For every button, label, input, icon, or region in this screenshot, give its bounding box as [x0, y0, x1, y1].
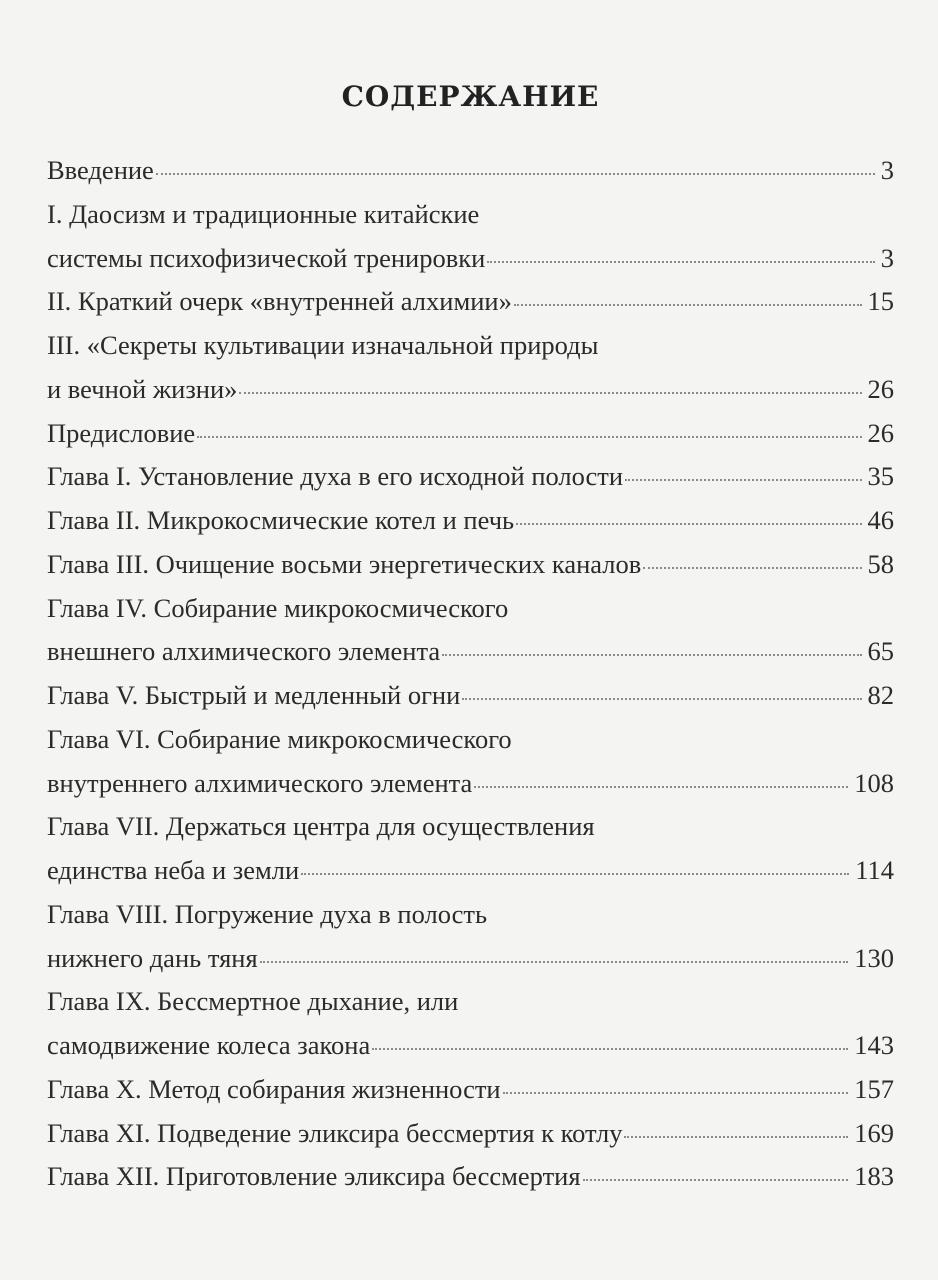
dot-leader: [487, 261, 874, 263]
toc-entry-row: [47, 412, 894, 456]
dot-leader: [301, 873, 849, 875]
toc-entry-title-line: внутреннего алхимического элемента: [47, 767, 473, 798]
toc-entry-title-line: Глава VIII. Погружение духа в полость: [47, 898, 488, 929]
toc-entry-title-line: Глава VII. Держаться центра для осуществления: [47, 811, 595, 842]
toc-entry-row: [47, 280, 894, 324]
toc-page-number: 15: [867, 286, 894, 317]
toc-entry: [47, 324, 894, 412]
toc-page-number: 157: [854, 1073, 894, 1104]
dot-leader: [372, 1048, 848, 1050]
toc-page-number: 82: [867, 680, 894, 710]
toc-entry-row: [47, 149, 894, 193]
toc-entry-title-line: Глава IV. Собирание микрокосмического: [47, 592, 509, 623]
dot-leader: [514, 304, 862, 306]
toc-entry-title-line: Предисловие: [47, 417, 196, 448]
toc-entry: [47, 543, 894, 587]
dot-leader: [197, 436, 861, 438]
toc-entry-title-line: III. «Секреты культивации изначальной природы: [47, 330, 599, 360]
toc-page-number: 114: [855, 855, 894, 885]
toc-entry-title-line: Глава I. Установление духа в его исходной полости: [47, 461, 624, 492]
toc-entry: [47, 149, 894, 193]
dot-leader: [583, 1179, 849, 1181]
dot-leader: [462, 698, 861, 700]
dot-leader: [643, 567, 861, 569]
dot-leader: [442, 654, 861, 656]
toc-entry-title-line: Глава V. Быстрый и медленный огни: [47, 680, 461, 710]
toc-page-number: 26: [867, 417, 894, 448]
toc-entry: [47, 412, 894, 456]
toc-page-number: 58: [867, 548, 894, 579]
toc-page-number: 108: [854, 767, 894, 798]
toc-page-number: 183: [854, 1161, 894, 1192]
toc-entry: [47, 674, 894, 718]
toc-entry-title-line: Глава XII. Приготовление эликсира бессмертия: [47, 1161, 581, 1192]
dot-leader: [624, 1136, 848, 1138]
toc-entry-title-line: Глава II. Микрокосмические котел и печь: [47, 505, 515, 535]
toc-entry-row: [47, 674, 894, 718]
toc-entry-title-line: Введение: [47, 155, 154, 185]
toc-entry-row: [47, 762, 894, 806]
dot-leader: [156, 173, 875, 175]
toc-entry-row: [47, 237, 894, 281]
toc-page-number: 143: [854, 1030, 894, 1060]
toc-entry-row: [47, 1068, 894, 1112]
toc-entry-row: [47, 455, 894, 499]
toc-page-number: 130: [854, 942, 894, 973]
page-title: СОДЕРЖАНИЕ: [341, 80, 600, 113]
dot-leader: [625, 479, 861, 481]
toc-entry-row: [47, 937, 894, 981]
toc-entry-title-line: Глава XI. Подведение эликсира бессмертия к котлу: [47, 1117, 623, 1148]
toc-entry-title-line: нижнего дань тяня: [47, 942, 258, 973]
toc-entry-title-line: I. Даосизм и традиционные китайские: [47, 198, 480, 229]
toc-entry-title-line: Глава VI. Собирание микрокосмического: [47, 723, 512, 754]
toc-entry-row: [47, 1024, 894, 1068]
toc-entry-title-line: Глава III. Очищение восьми энергетических каналов: [47, 548, 642, 579]
toc-entry-row: [47, 499, 894, 543]
toc-page-number: 3: [880, 242, 894, 273]
toc-entry: [47, 587, 894, 675]
toc-entry: [47, 980, 894, 1068]
toc-page-number: 169: [854, 1117, 894, 1148]
table-of-contents: [47, 149, 894, 1199]
toc-entry-title-line: II. Краткий очерк «внутренней алхимии»: [47, 286, 512, 317]
toc-page-number: 3: [880, 155, 894, 185]
dot-leader: [474, 786, 848, 788]
toc-entry-title-line: и вечной жизни»: [47, 373, 238, 404]
toc-entry-title-line: самодвижение колеса закона: [47, 1030, 371, 1060]
toc-entry: [47, 193, 894, 281]
dot-leader: [503, 1092, 849, 1094]
toc-entry: [47, 1068, 894, 1112]
toc-entry: [47, 893, 894, 981]
dot-leader: [239, 392, 861, 394]
toc-entry-title-line: внешнего алхимического элемента: [47, 636, 441, 667]
toc-entry-title-line: Глава IX. Бессмертное дыхание, или: [47, 986, 459, 1017]
toc-page-number: 65: [867, 636, 894, 667]
toc-entry: [47, 455, 894, 499]
toc-entry: [47, 718, 894, 806]
toc-entry-row: [47, 1155, 894, 1199]
toc-entry-row: [47, 543, 894, 587]
toc-entry-row: [47, 849, 894, 893]
dot-leader: [516, 523, 861, 525]
toc-entry-title-line: Глава X. Метод собирания жизненности: [47, 1073, 501, 1104]
toc-entry: [47, 499, 894, 543]
toc-entry: [47, 805, 894, 893]
toc-page-number: 46: [867, 505, 894, 535]
toc-entry: [47, 1155, 894, 1199]
toc-entry-title-line: системы психофизической тренировки: [47, 242, 486, 273]
toc-entry-row: [47, 368, 894, 412]
toc-entry-row: [47, 630, 894, 674]
toc-entry: [47, 280, 894, 324]
toc-page-number: 26: [867, 373, 894, 404]
toc-page-number: 35: [867, 461, 894, 492]
toc-entry: [47, 1112, 894, 1156]
toc-entry-title-line: единства неба и земли: [47, 855, 300, 885]
toc-entry-row: [47, 1112, 894, 1156]
dot-leader: [260, 961, 849, 963]
